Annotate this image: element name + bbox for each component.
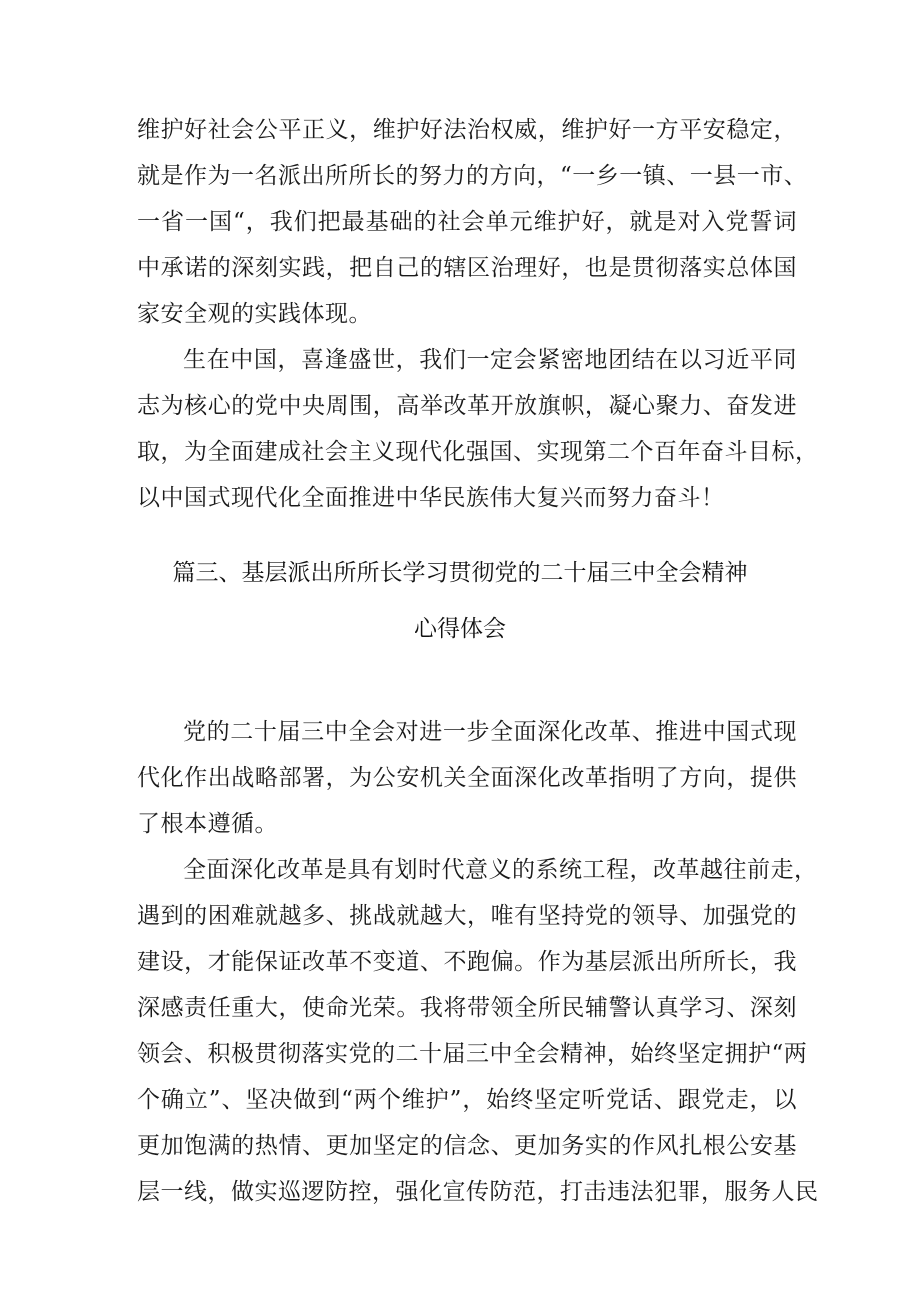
paragraph-2-line-2: 志为核心的党中央周围，高举改革开放旗帜，凝心聚力、奋发进 [137,393,797,419]
paragraph-4-line-7: 更加饱满的热情、更加坚定的信念、更加务实的作风扎根公安基 [137,1133,797,1159]
paragraph-4-line-8: 层一线，做实巡逻防控，强化宣传防范，打击违法犯罪，服务人民 [137,1179,819,1205]
paragraph-1-line-2: 就是作为一名派出所所长的努力的方向，“一乡一镇、一县一市、 [137,163,808,189]
paragraph-1-line-5: 家安全观的实践体现。 [137,301,372,327]
paragraph-4-line-2: 遇到的困难就越多、挑战就越大，唯有坚持党的领导、加强党的 [137,903,797,929]
paragraph-2-line-1: 生在中国，喜逢盛世，我们一定会紧密地团结在以习近平同 [183,347,797,373]
paragraph-4-line-4: 深感责任重大，使命光荣。我将带领全所民辅警认真学习、深刻 [137,995,797,1021]
paragraph-3-line-3: 了根本遵循。 [137,811,278,837]
paragraph-4-line-3: 建设，才能保证改革不变道、不跑偏。作为基层派出所所长，我 [137,949,797,975]
paragraph-3-line-2: 代化作出战略部署，为公安机关全面深化改革指明了方向，提供 [137,765,797,791]
paragraph-2-line-4: 以中国式现代化全面推进中华民族伟大复兴而努力奋斗！ [137,485,725,511]
paragraph-3-line-1: 党的二十届三中全会对进一步全面深化改革、推进中国式现 [183,719,797,745]
paragraph-1-line-1: 维护好社会公平正义，维护好法治权威，维护好一方平安稳定， [137,117,797,143]
section-title-line-1: 篇三、基层派出所所长学习贯彻党的二十届三中全会精神 [172,560,748,586]
paragraph-1-line-3: 一省一国“，我们把最基础的社会单元维护好，就是对入党誓词 [137,209,797,235]
paragraph-2-line-3: 取，为全面建成社会主义现代化强国、实现第二个百年奋斗目标， [137,439,819,465]
section-title-line-2: 心得体会 [414,616,506,642]
paragraph-1-line-4: 中承诺的深刻实践，把自己的辖区治理好，也是贯彻落实总体国 [137,255,797,281]
paragraph-4-line-1: 全面深化改革是具有划时代意义的系统工程，改革越往前走， [183,857,818,883]
paragraph-4-line-5: 领会、积极贯彻落实党的二十届三中全会精神，始终坚定拥护“两 [137,1041,808,1067]
paragraph-4-line-6: 个确立”、坚决做到“两个维护”，始终坚定听党话、跟党走，以 [137,1087,797,1113]
